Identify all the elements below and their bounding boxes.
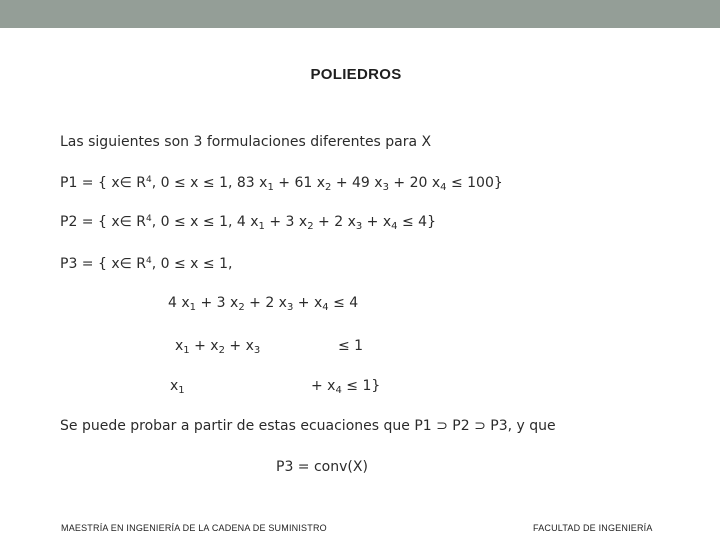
footer-program: MAESTRÍA EN INGENIERÍA DE LA CADENA DE SUMINISTRO bbox=[61, 523, 327, 533]
footer-faculty: FACULTAD DE INGENIERÍA bbox=[533, 523, 653, 533]
formulation-p2: P2 = { x∈ $R^4$, 0 ≤ x ≤ 1, 4 $x_1 + 3$ $x_2 + 2$ $x_3 + x_4 \le 4$} bbox=[60, 214, 436, 232]
p3-constraint-2: $x_1 + x_2 + x_3$ bbox=[175, 338, 261, 356]
p3-constraint-2-rhs: ≤ 1 bbox=[338, 338, 364, 354]
p3-constraint-3: + $x_4 \le 1$} bbox=[311, 378, 381, 396]
conclusion-text: Se puede probar a partir de estas ecuaciones que P1 ⊃ P2 ⊃ P3, y que bbox=[60, 418, 556, 434]
intro-text: Las siguientes son 3 formulaciones diferentes para X bbox=[60, 134, 432, 150]
formulation-p1: P1 = { x∈ $R^4$, 0 ≤ x ≤ 1, 83 $x_1 + 61$ $x_2 + 49$ $x_3 + 20$ $x_4 \le 100$} bbox=[60, 175, 503, 193]
slide-title: POLIEDROS bbox=[310, 66, 402, 83]
p3-constraint-1: 4 $x_1 + 3$ $x_2 + 2$ $x_3 + x_4 \le 4$ bbox=[168, 295, 359, 313]
formulation-p3: P3 = { x∈ $R^4$, 0 ≤ x ≤ 1, bbox=[60, 256, 233, 272]
top-banner bbox=[0, 0, 720, 28]
result-equation: P3 = conv(X) bbox=[276, 459, 368, 475]
p3-constraint-3-lhs: $x_1$ bbox=[170, 378, 185, 396]
